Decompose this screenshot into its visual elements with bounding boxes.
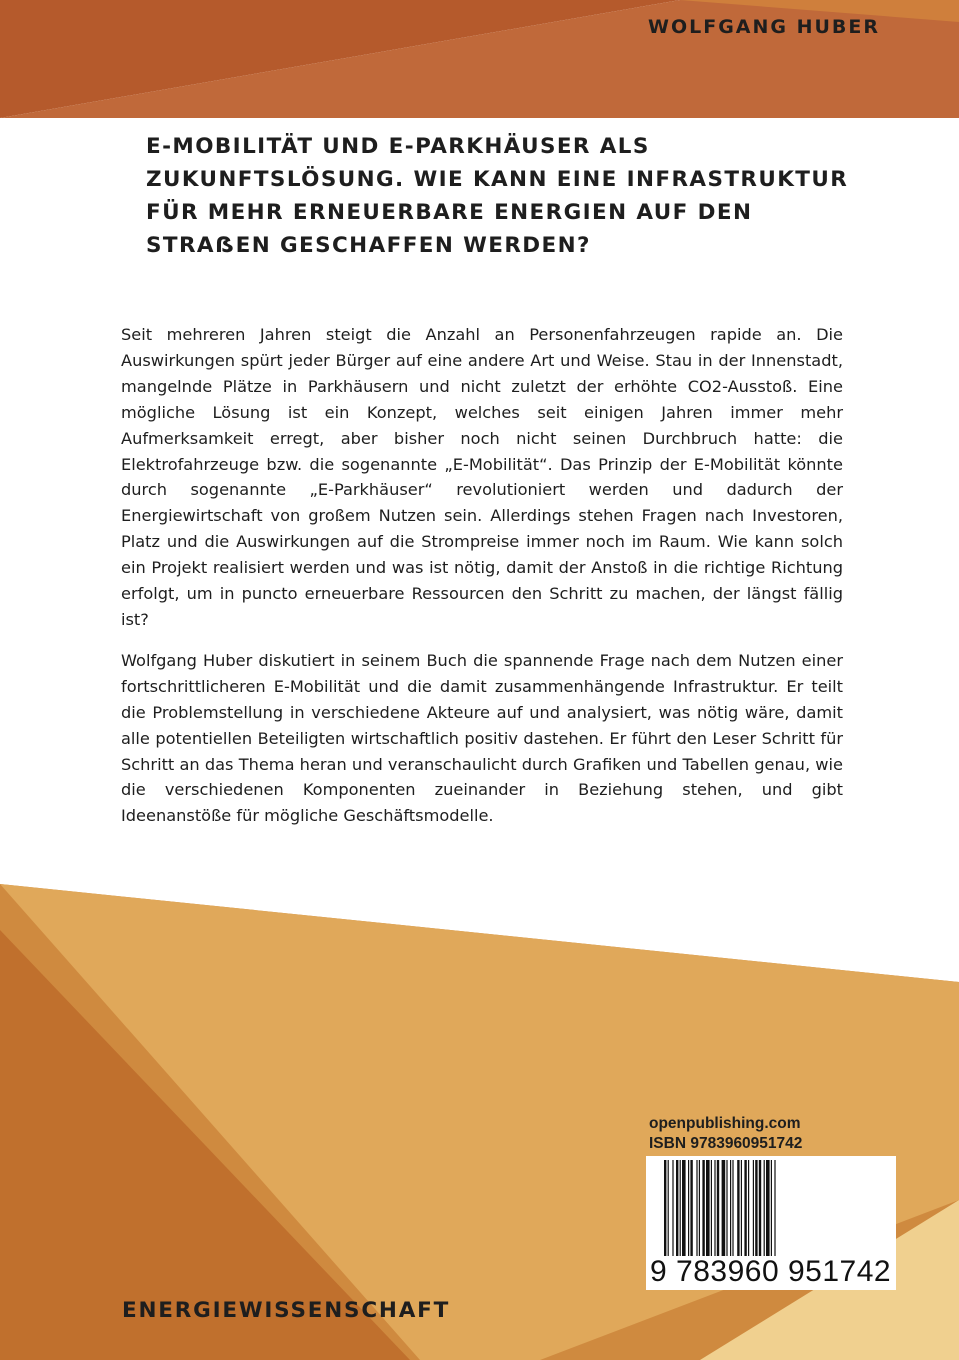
barcode-bar (702, 1160, 704, 1256)
barcode-bar (771, 1160, 772, 1256)
barcode-bar (676, 1160, 678, 1256)
barcode-bar (741, 1160, 742, 1256)
series-name: ENERGIEWISSENSCHAFT (122, 1298, 451, 1323)
barcode-bar (759, 1160, 761, 1256)
barcode-bar (766, 1160, 770, 1256)
barcode-bar (696, 1160, 697, 1256)
isbn-label: ISBN 9783960951742 (649, 1135, 803, 1152)
barcode-bar (744, 1160, 746, 1256)
barcode-bar (682, 1160, 686, 1256)
barcode-bar (730, 1160, 731, 1256)
barcode-bars (664, 1160, 884, 1256)
barcode-bar (664, 1160, 666, 1256)
publisher-info (649, 1114, 802, 1154)
barcode-bar (732, 1160, 733, 1256)
description-paragraph-2: Wolfgang Huber diskutiert in seinem Buch die spannende Frage nach dem Nutzen einer fortschrittlicheren E-Mobilität und die damit zusammenhängende Infrastruktur. Er teilt die Problemstellung in verschiedene Akteure auf und analysiert, was nötig wäre, damit alle potentiellen Beteiligten wirtschaftlich positiv dastehen. Er führt den Leser Schritt für Schritt an das Thema heran und veranschaulicht durch Grafiken und Tabellen genau, wie die verschiedenen Komponenten zueinander in Beziehung stehen, und gibt Ideenanstöße für mögliche Geschäftsmodelle. (121, 650, 843, 826)
barcode-bar (764, 1160, 765, 1256)
barcode-bar (774, 1160, 775, 1256)
title-line-3: FÜR MEHR ERNEUERBARE ENERGIEN AUF DEN (146, 200, 753, 225)
title-line-2: ZUKUNFTSLÖSUNG. WIE KANN EINE INFRASTRUKTUR (146, 167, 849, 192)
barcode-digits: 9 783960 951742 (650, 1255, 892, 1288)
barcode-bar (722, 1160, 726, 1256)
barcode-bar (755, 1160, 757, 1256)
author-name: WOLFGANG HUBER (648, 16, 881, 38)
barcode-bar (717, 1160, 719, 1256)
barcode-bar (737, 1160, 739, 1256)
barcode (646, 1156, 896, 1290)
barcode-bar (699, 1160, 700, 1256)
barcode-bar (706, 1160, 710, 1256)
barcode-bar (690, 1160, 692, 1256)
barcode-bar (672, 1160, 673, 1256)
barcode-bar (714, 1160, 715, 1256)
title-line-4: STRAẞEN GESCHAFFEN WERDEN? (146, 233, 591, 258)
barcode-bar (753, 1160, 754, 1256)
publisher-website: openpublishing.com (649, 1115, 801, 1132)
barcode-bar (726, 1160, 727, 1256)
barcode-bar (680, 1160, 681, 1256)
description-paragraph-1: Seit mehreren Jahren steigt die Anzahl an Personenfahrzeugen rapide an. Die Auswirkungen spürt jeder Bürger auf eine andere Art und Weise. Stau in der Innenstadt, mangelnde Plätze in Parkhäusern und nicht zuletzt der erhöhte CO2-Ausstoß. Eine mögliche Lösung ist ein Konzept, welches seit einigen Jahren immer mehr Aufmerksamkeit erregt, aber bisher noch nicht seinen Durchbruch hatte: die Elektrofahrzeuge bzw. die sogenannte „E-Mobilität“. Das Prinzip der E-Mobilität könnte durch sogenannte „E-Parkhäuser“ revolutioniert werden und dadurch der Energiewirtschaft von großem Nutzen sein. Allerdings stehen Fragen nach Investoren, Platz und die Auswirkungen auf die Strompreise immer noch im Raum. Wie kann solch ein Projekt realisiert werden und was ist nötig, damit der Anstoß in die richtige Richtung erfolgt, um in puncto erneuerbare Ressourcen den Schritt zu machen, der längst fällig ist? (121, 325, 843, 629)
barcode-bar (711, 1160, 712, 1256)
title-line-1: E-MOBILITÄT UND E-PARKHÄUSER ALS (146, 134, 650, 159)
barcode-bar (668, 1160, 669, 1256)
barcode-bar (688, 1160, 689, 1256)
barcode-bar (748, 1160, 749, 1256)
